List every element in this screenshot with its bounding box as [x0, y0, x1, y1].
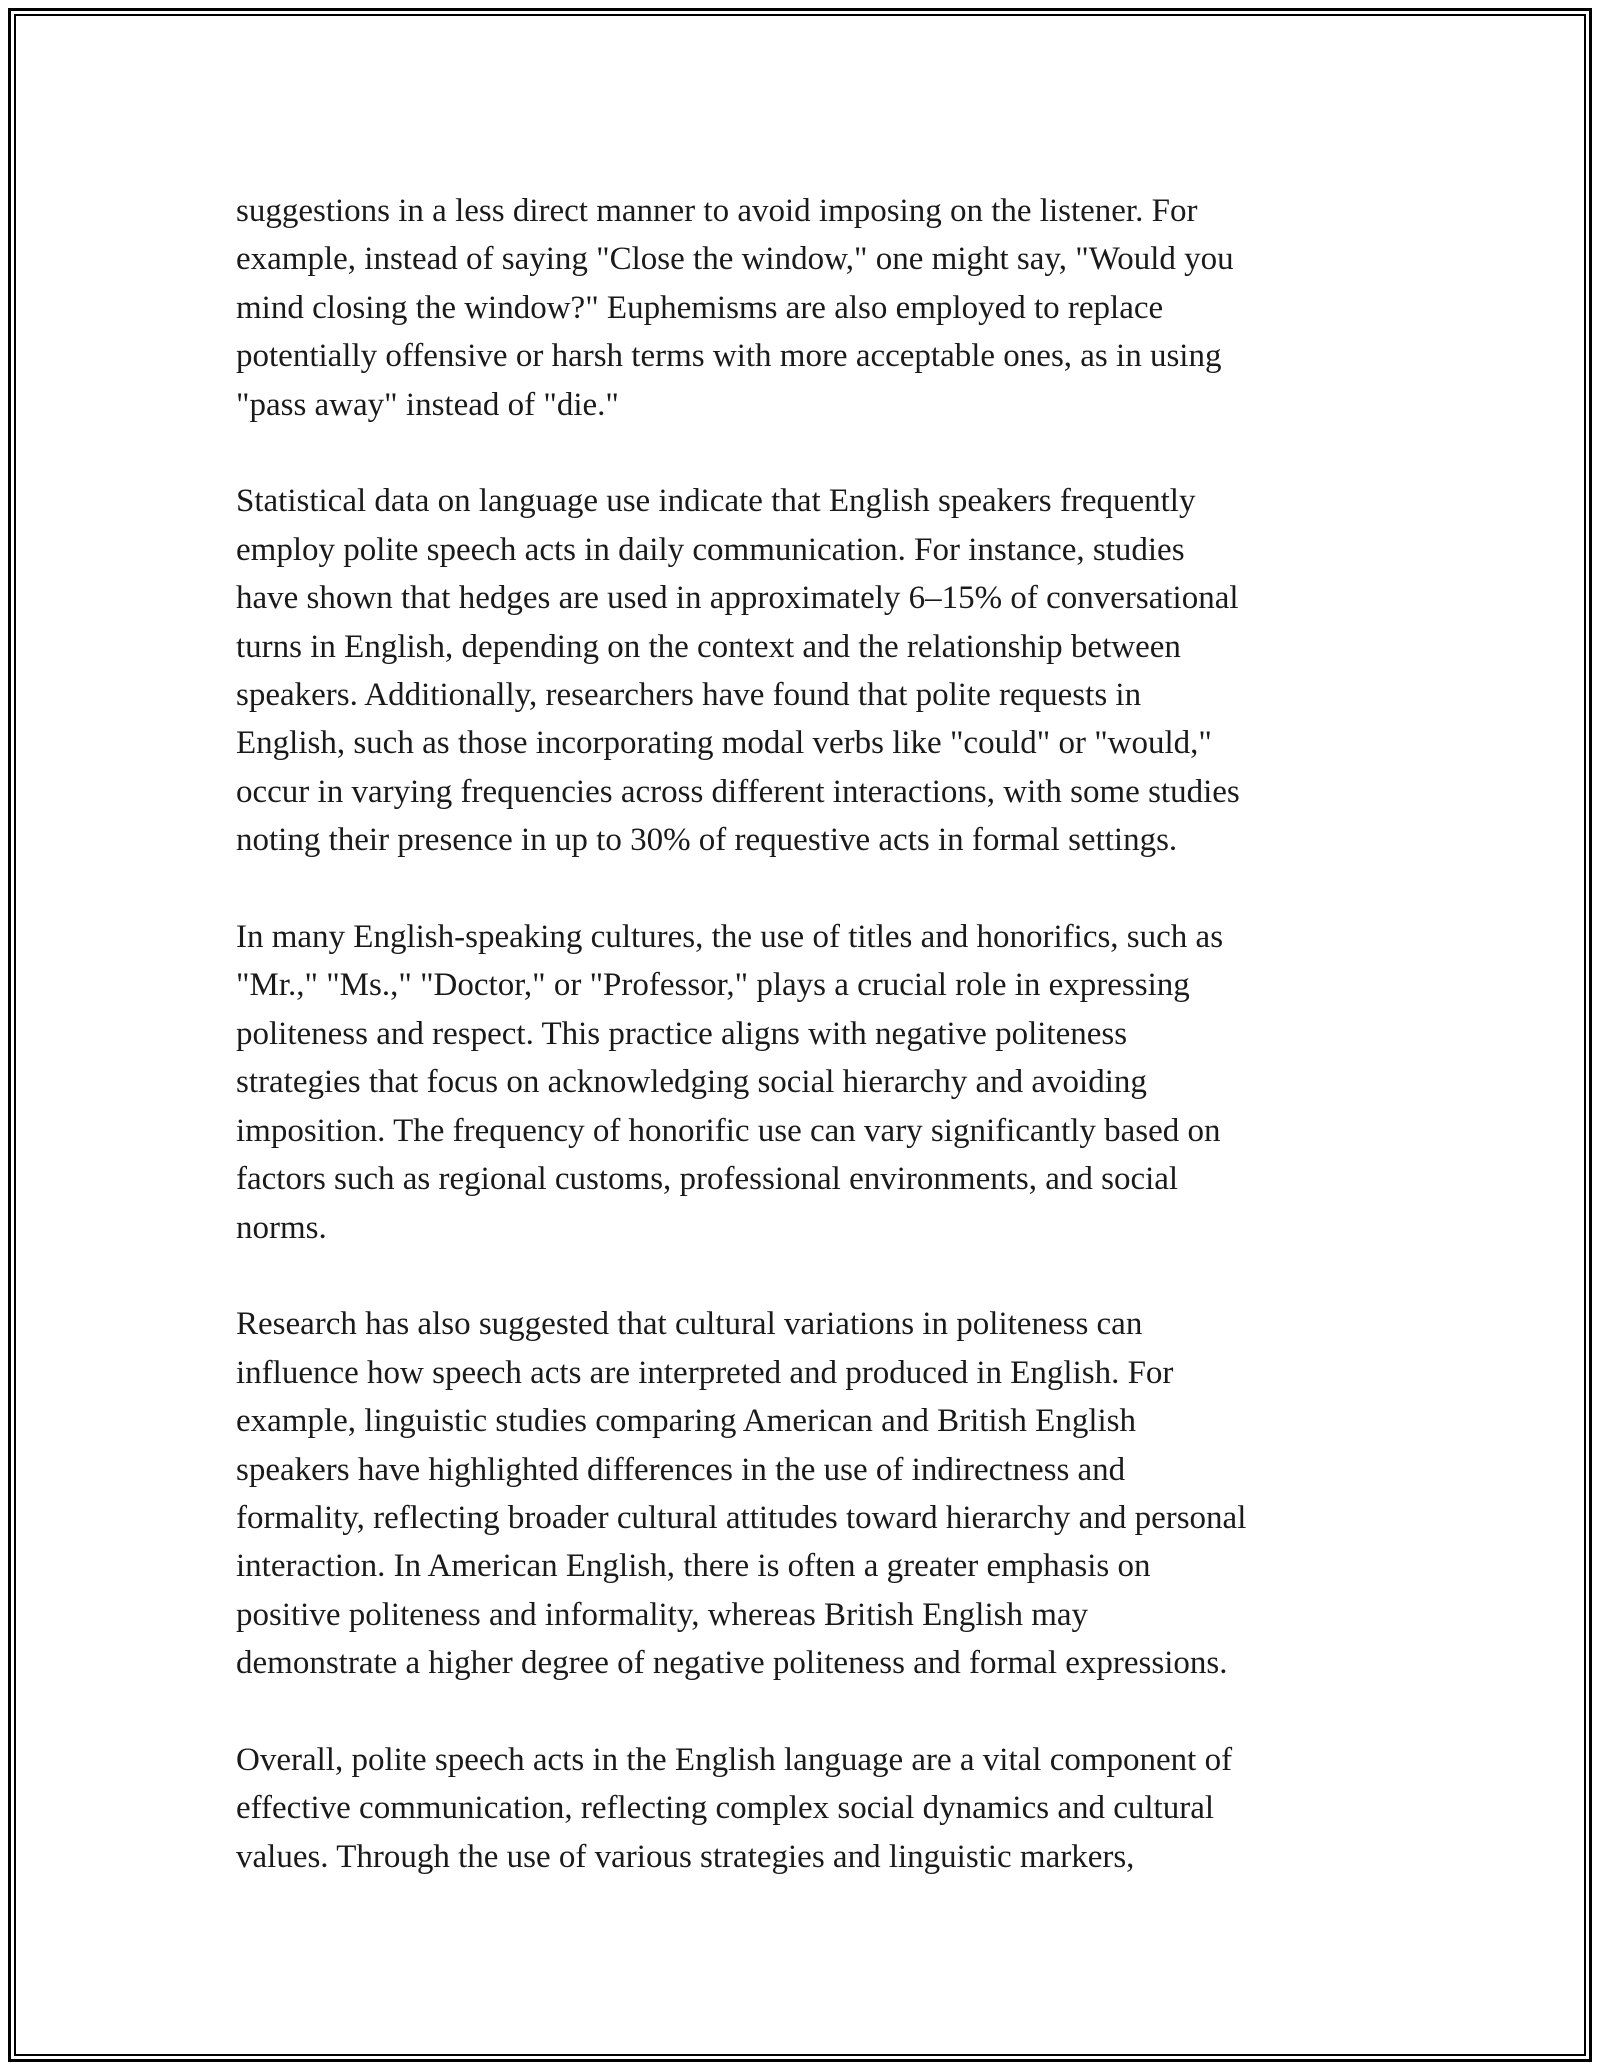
- paragraph-indirect-requests: suggestions in a less direct manner to avoid imposing on the listener. For example, instead of saying "Close the window," one might say, "Would you mind closing the window?" Euphemisms are also employed to replace potentially offensive or harsh terms with more acceptable ones, as in using "pass away" instead of "die.": [236, 193, 1234, 423]
- document-body: [236, 187, 1386, 1881]
- paragraph-cultural-variations: Research has also suggested that cultural variations in politeness can influence how speech acts are interpreted and produced in English. For example, linguistic studies comparing American and British English speakers have highlighted differences in the use of indirectness and formality, reflecting broader cultural attitudes toward hierarchy and personal interaction. In American English, there is often a greater emphasis on positive politeness and informality, whereas British English may demonstrate a higher degree of negative politeness and formal expressions.: [236, 1306, 1247, 1682]
- paragraph-overall: Overall, polite speech acts in the English language are a vital component of effective communication, reflecting complex social dynamics and cultural values. Through the use of various strategies and linguistic markers,: [236, 1741, 1233, 1875]
- paragraph-titles-honorifics: In many English-speaking cultures, the use of titles and honorifics, such as "Mr.," "Ms.," "Doctor," or "Professor," plays a crucial role in expressing politeness and respect. This practice aligns with negative politeness strategies that focus on acknowledging social hierarchy and avoiding imposition. The frequency of honorific use can vary significantly based on factors such as regional customs, professional environments, and social norms.: [236, 919, 1224, 1246]
- paragraph-statistical-data: Statistical data on language use indicate that English speakers frequently employ polite speech acts in daily communication. For instance, studies have shown that hedges are used in approximately 6–15% of conversational turns in English, depending on the context and the relationship between speakers. Additionally, researchers have found that polite requests in English, such as those incorporating modal verbs like "could" or "would," occur in varying frequencies across different interactions, with some studies noting their presence in up to 30% of requestive acts in formal settings.: [236, 483, 1240, 859]
